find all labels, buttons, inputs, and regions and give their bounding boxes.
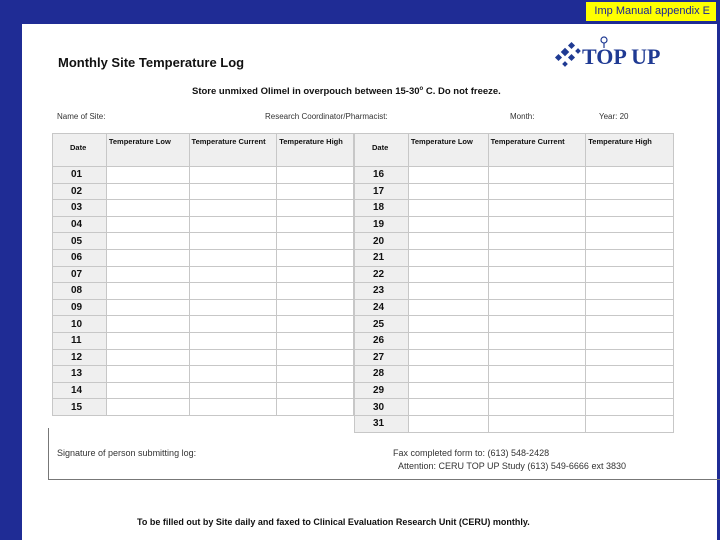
- temp-current-cell[interactable]: [488, 399, 586, 416]
- temp-low-cell[interactable]: [408, 299, 488, 316]
- temp-current-cell[interactable]: [189, 249, 277, 266]
- temp-high-cell[interactable]: [586, 216, 674, 233]
- date-cell: 29: [355, 382, 409, 399]
- temp-low-cell[interactable]: [408, 332, 488, 349]
- table-row: [53, 283, 354, 300]
- frame-left-bar: [0, 0, 22, 540]
- temp-low-cell[interactable]: [106, 200, 189, 217]
- temp-current-cell[interactable]: [189, 283, 277, 300]
- signature-box-bottom-border: [48, 479, 720, 480]
- temp-low-cell[interactable]: [408, 382, 488, 399]
- log-table-right: [354, 133, 674, 433]
- temp-high-cell[interactable]: [277, 233, 354, 250]
- temp-current-cell[interactable]: [488, 233, 586, 250]
- date-cell: 14: [53, 382, 107, 399]
- temp-low-cell[interactable]: [106, 249, 189, 266]
- temp-high-cell[interactable]: [277, 183, 354, 200]
- temp-low-cell[interactable]: [106, 332, 189, 349]
- temp-low-cell[interactable]: [106, 399, 189, 416]
- date-cell: 04: [53, 216, 107, 233]
- temp-low-cell[interactable]: [408, 249, 488, 266]
- date-cell: 27: [355, 349, 409, 366]
- date-cell: 15: [53, 399, 107, 416]
- date-cell: 18: [355, 200, 409, 217]
- temp-high-cell[interactable]: [586, 382, 674, 399]
- temp-high-cell[interactable]: [277, 349, 354, 366]
- date-cell: 22: [355, 266, 409, 283]
- table-row: [355, 316, 674, 333]
- temp-low-cell[interactable]: [408, 167, 488, 184]
- temp-high-cell[interactable]: [586, 349, 674, 366]
- date-cell: 21: [355, 249, 409, 266]
- temp-current-cell[interactable]: [488, 200, 586, 217]
- temp-low-cell[interactable]: [408, 415, 488, 432]
- temp-high-cell[interactable]: [586, 366, 674, 383]
- temp-current-cell[interactable]: [488, 332, 586, 349]
- table-row: [53, 332, 354, 349]
- temp-current-cell[interactable]: [189, 216, 277, 233]
- table-row: [53, 299, 354, 316]
- date-cell: 06: [53, 249, 107, 266]
- temp-current-cell[interactable]: [488, 415, 586, 432]
- table-row: [355, 415, 674, 432]
- date-cell: 24: [355, 299, 409, 316]
- temp-high-cell[interactable]: [277, 399, 354, 416]
- temp-current-cell[interactable]: [189, 399, 277, 416]
- log-table-left: [52, 133, 354, 416]
- temp-low-cell[interactable]: [106, 316, 189, 333]
- date-cell: 08: [53, 283, 107, 300]
- header-date: Date: [355, 134, 409, 167]
- temp-current-cell[interactable]: [488, 266, 586, 283]
- temp-low-cell[interactable]: [106, 299, 189, 316]
- temp-high-cell[interactable]: [277, 332, 354, 349]
- temp-current-cell[interactable]: [488, 366, 586, 383]
- table-row: [355, 233, 674, 250]
- temp-current-cell[interactable]: [189, 183, 277, 200]
- temp-high-cell[interactable]: [586, 299, 674, 316]
- date-cell: 17: [355, 183, 409, 200]
- temp-high-cell[interactable]: [277, 382, 354, 399]
- table-row: [53, 316, 354, 333]
- temp-low-cell[interactable]: [106, 349, 189, 366]
- page-title: Monthly Site Temperature Log: [58, 55, 245, 70]
- temp-low-cell[interactable]: [408, 216, 488, 233]
- field-year: Year: 20: [599, 112, 629, 121]
- date-cell: 25: [355, 316, 409, 333]
- table-row: [53, 167, 354, 184]
- date-cell: 23: [355, 283, 409, 300]
- date-cell: 10: [53, 316, 107, 333]
- temp-current-cell[interactable]: [488, 283, 586, 300]
- temp-low-cell[interactable]: [106, 266, 189, 283]
- temp-high-cell[interactable]: [277, 366, 354, 383]
- table-row: [355, 183, 674, 200]
- temp-low-cell[interactable]: [408, 283, 488, 300]
- temp-high-cell[interactable]: [277, 216, 354, 233]
- temp-high-cell[interactable]: [277, 249, 354, 266]
- temp-current-cell[interactable]: [189, 366, 277, 383]
- storage-instruction: Store unmixed Olimel in overpouch between 15-30$^o$ C. Do not freeze.: [192, 86, 501, 98]
- temp-high-cell[interactable]: [277, 200, 354, 217]
- temp-low-cell[interactable]: [106, 283, 189, 300]
- table-row: [53, 266, 354, 283]
- temp-current-cell[interactable]: [189, 332, 277, 349]
- table-row: [355, 216, 674, 233]
- date-cell: 11: [53, 332, 107, 349]
- header-temp-current: Temperature Current: [488, 134, 586, 167]
- date-cell: 01: [53, 167, 107, 184]
- appendix-tag: Imp Manual appendix E: [586, 2, 716, 21]
- temp-high-cell[interactable]: [277, 167, 354, 184]
- table-row: [355, 382, 674, 399]
- date-cell: 20: [355, 233, 409, 250]
- table-row: [355, 366, 674, 383]
- table-row: [53, 366, 354, 383]
- temp-low-cell[interactable]: [106, 167, 189, 184]
- table-row: [355, 399, 674, 416]
- temp-low-cell[interactable]: [408, 366, 488, 383]
- header-temp-high: Temperature High: [586, 134, 674, 167]
- temp-low-cell[interactable]: [106, 216, 189, 233]
- temp-high-cell[interactable]: [586, 415, 674, 432]
- table-row: [53, 200, 354, 217]
- header-temp-current: Temperature Current: [189, 134, 277, 167]
- date-cell: 07: [53, 266, 107, 283]
- date-cell: 30: [355, 399, 409, 416]
- date-cell: 02: [53, 183, 107, 200]
- date-cell: 19: [355, 216, 409, 233]
- date-cell: 05: [53, 233, 107, 250]
- temp-high-cell[interactable]: [586, 233, 674, 250]
- date-cell: 26: [355, 332, 409, 349]
- table-row: [53, 399, 354, 416]
- temp-low-cell[interactable]: [106, 366, 189, 383]
- field-coordinator: Research Coordinator/Pharmacist:: [265, 112, 388, 121]
- signature-label: Signature of person submitting log:: [57, 448, 197, 458]
- field-name-of-site: Name of Site:: [57, 112, 106, 121]
- table-row: [53, 382, 354, 399]
- fax-instruction: Fax completed form to: (613) 548-2428: [393, 448, 550, 458]
- temp-current-cell[interactable]: [488, 183, 586, 200]
- temp-low-cell[interactable]: [408, 399, 488, 416]
- temp-high-cell[interactable]: [586, 316, 674, 333]
- footer-note: To be filled out by Site daily and faxed to Clinical Evaluation Research Unit (CERU) monthly.: [137, 517, 530, 527]
- date-cell: 16: [355, 167, 409, 184]
- temp-current-cell[interactable]: [189, 233, 277, 250]
- header-date: Date: [53, 134, 107, 167]
- temp-high-cell[interactable]: [277, 299, 354, 316]
- table-row: [355, 349, 674, 366]
- table-row: [53, 183, 354, 200]
- temp-current-cell[interactable]: [189, 316, 277, 333]
- diamond-grid-icon: [555, 42, 581, 67]
- signature-box-left-border: [48, 428, 49, 480]
- temp-high-cell[interactable]: [586, 249, 674, 266]
- temp-high-cell[interactable]: [277, 266, 354, 283]
- attention-line: Attention: CERU TOP UP Study (613) 549-6666 ext 3830: [398, 461, 626, 471]
- logo-text: TOP UP: [582, 44, 661, 69]
- table-row: [53, 216, 354, 233]
- temp-current-cell[interactable]: [189, 299, 277, 316]
- temp-low-cell[interactable]: [408, 316, 488, 333]
- temp-low-cell[interactable]: [408, 233, 488, 250]
- temp-current-cell[interactable]: [189, 382, 277, 399]
- temp-current-cell[interactable]: [488, 349, 586, 366]
- temp-current-cell[interactable]: [189, 266, 277, 283]
- temp-low-cell[interactable]: [106, 233, 189, 250]
- temp-low-cell[interactable]: [106, 382, 189, 399]
- topup-logo: [552, 34, 664, 72]
- table-row: [355, 332, 674, 349]
- temp-current-cell[interactable]: [488, 249, 586, 266]
- date-cell: 09: [53, 299, 107, 316]
- temp-high-cell[interactable]: [277, 283, 354, 300]
- temp-current-cell[interactable]: [488, 167, 586, 184]
- temp-high-cell[interactable]: [277, 316, 354, 333]
- header-temp-high: Temperature High: [277, 134, 354, 167]
- temp-current-cell[interactable]: [488, 316, 586, 333]
- temp-current-cell[interactable]: [189, 200, 277, 217]
- temp-high-cell[interactable]: [586, 332, 674, 349]
- temp-low-cell[interactable]: [408, 349, 488, 366]
- date-cell: 03: [53, 200, 107, 217]
- table-row: [355, 167, 674, 184]
- date-cell: 12: [53, 349, 107, 366]
- temp-high-cell[interactable]: [586, 266, 674, 283]
- temp-high-cell[interactable]: [586, 167, 674, 184]
- date-cell: 28: [355, 366, 409, 383]
- temp-current-cell[interactable]: [488, 382, 586, 399]
- temp-high-cell[interactable]: [586, 200, 674, 217]
- header-temp-low: Temperature Low: [408, 134, 488, 167]
- table-row: [355, 299, 674, 316]
- field-month: Month:: [510, 112, 535, 121]
- header-temp-low: Temperature Low: [106, 134, 189, 167]
- temp-low-cell[interactable]: [408, 200, 488, 217]
- date-cell: 31: [355, 415, 409, 432]
- temp-high-cell[interactable]: [586, 283, 674, 300]
- table-row: [53, 233, 354, 250]
- temp-high-cell[interactable]: [586, 183, 674, 200]
- temp-low-cell[interactable]: [408, 183, 488, 200]
- temp-current-cell[interactable]: [189, 167, 277, 184]
- temp-low-cell[interactable]: [106, 183, 189, 200]
- temp-high-cell[interactable]: [586, 399, 674, 416]
- table-row: [53, 249, 354, 266]
- temp-low-cell[interactable]: [408, 266, 488, 283]
- temp-current-cell[interactable]: [488, 299, 586, 316]
- date-cell: 13: [53, 366, 107, 383]
- temp-current-cell[interactable]: [488, 216, 586, 233]
- table-row: [355, 266, 674, 283]
- temp-current-cell[interactable]: [189, 349, 277, 366]
- table-row: [355, 249, 674, 266]
- table-row: [53, 349, 354, 366]
- table-row: [355, 283, 674, 300]
- table-row: [355, 200, 674, 217]
